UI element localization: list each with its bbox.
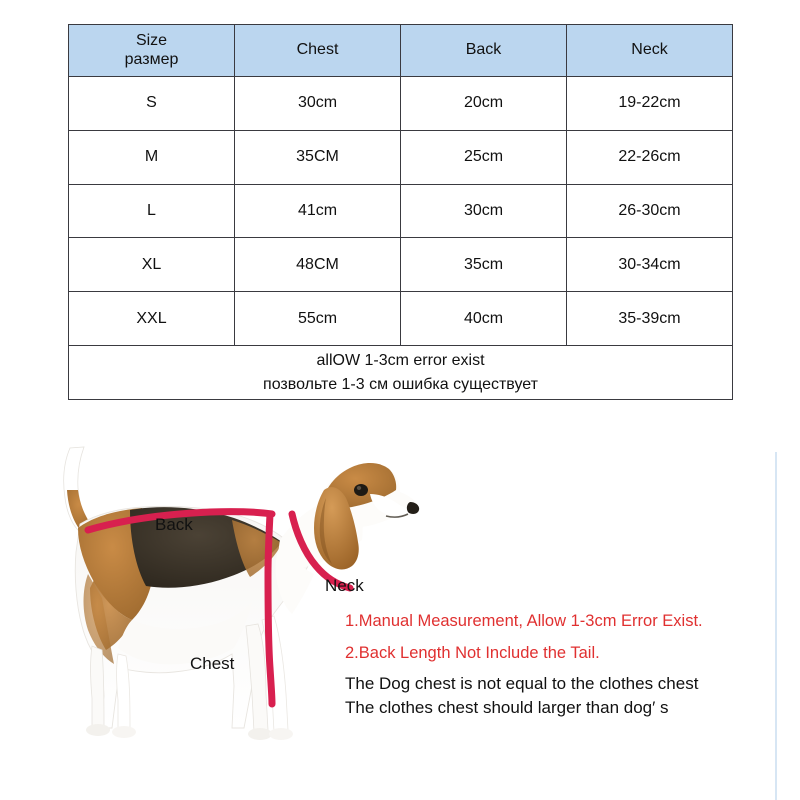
table-row — [69, 292, 733, 346]
cell-back: 40cm — [401, 292, 567, 346]
cell-size: XXL — [69, 292, 235, 346]
cell-neck: 19-22cm — [567, 77, 733, 131]
right-edge-divider — [775, 452, 777, 800]
table-row — [69, 238, 733, 292]
table-row — [69, 77, 733, 131]
column-header-back — [401, 25, 567, 77]
cell-chest: 30cm — [235, 77, 401, 131]
footer-note-ru: позвольте 1-3 см ошибка существует — [263, 375, 538, 393]
table-header-row — [69, 25, 733, 77]
cell-back: 25cm — [401, 130, 567, 184]
cell-back: 20cm — [401, 77, 567, 131]
table-footer-row — [69, 346, 733, 400]
size-chart-table — [68, 24, 733, 400]
table-row — [69, 184, 733, 238]
cell-neck: 35-39cm — [567, 292, 733, 346]
table-header — [69, 25, 733, 77]
dog-eye — [354, 484, 368, 496]
size-chart-table-container — [68, 24, 733, 400]
cell-back: 35cm — [401, 238, 567, 292]
column-header-chest-label: Chest — [296, 41, 339, 59]
cell-neck: 26-30cm — [567, 184, 733, 238]
cell-size: L — [69, 184, 235, 238]
column-header-chest — [235, 25, 401, 77]
cell-back: 30cm — [401, 184, 567, 238]
cell-size: XL — [69, 238, 235, 292]
note-line-dog-chest: The Dog chest is not equal to the clothes chest — [345, 674, 699, 693]
cell-chest: 35CM — [235, 130, 401, 184]
back-to-chest-tick — [268, 514, 270, 574]
cell-chest: 41cm — [235, 184, 401, 238]
cell-size: M — [69, 130, 235, 184]
table-row — [69, 130, 733, 184]
measurement-notes — [345, 612, 780, 720]
note-line-clothes-chest: The clothes chest should larger than dog′ s — [345, 698, 669, 718]
diagram-label-back: Back — [155, 515, 193, 534]
column-header-neck-label: Neck — [631, 41, 668, 59]
diagram-label-chest: Chest — [190, 654, 235, 673]
column-header-size-en: Size — [135, 31, 168, 49]
note-line-back-length: 2.Back Length Not Include the Tail. — [345, 644, 600, 662]
cell-size: S — [69, 77, 235, 131]
column-header-neck — [567, 25, 733, 77]
chest-measure-line — [268, 574, 272, 704]
footer-note-en: allOW 1-3cm error exist — [316, 352, 485, 370]
cell-chest: 55cm — [235, 292, 401, 346]
cell-neck: 30-34cm — [567, 238, 733, 292]
column-header-size-ru: размер — [124, 50, 179, 68]
cell-chest: 48CM — [235, 238, 401, 292]
cell-neck: 22-26cm — [567, 130, 733, 184]
table-footer-note — [69, 346, 733, 400]
diagram-label-neck: Neck — [325, 576, 364, 595]
column-header-back-label: Back — [465, 41, 502, 59]
column-header-size — [69, 25, 235, 77]
note-line-manual-measurement: 1.Manual Measurement, Allow 1-3cm Error Exist. — [345, 612, 703, 630]
table-body — [69, 77, 733, 400]
